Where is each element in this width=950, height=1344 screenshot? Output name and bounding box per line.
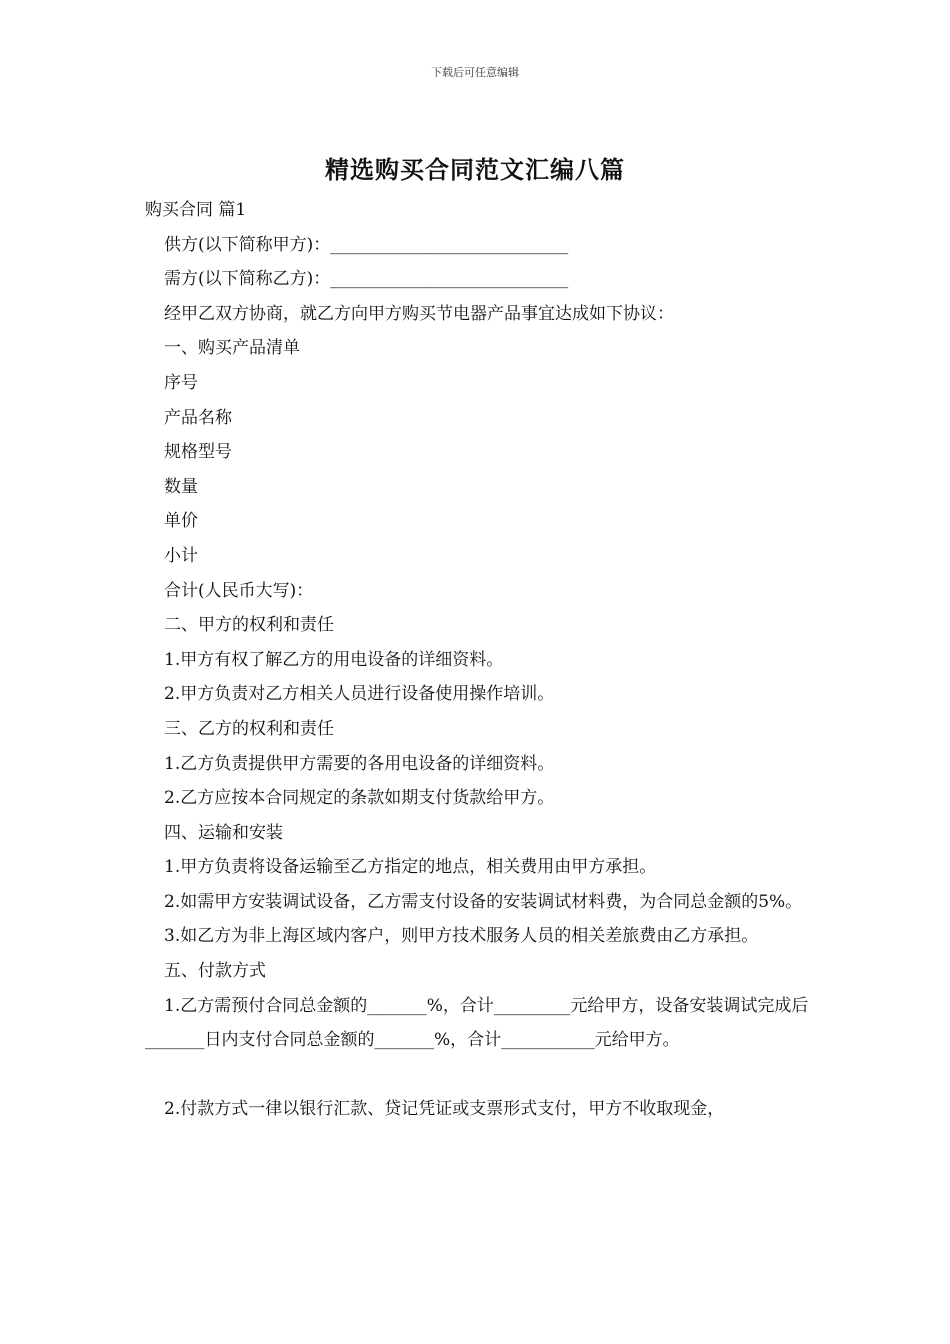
product-field-total: 合计(人民币大写)：: [164, 580, 314, 601]
product-field-unit-price: 单价: [164, 511, 198, 532]
clause-item: 1.乙方需预付合同总金额的_______%，合计_________元给甲方，设备安装调试完成后_______日内支付合同总金额的_______%，合计___________元给甲方。: [145, 995, 809, 1051]
clause-heading-3: 三、乙方的权利和责任: [164, 718, 334, 739]
clause-item: 2.如需甲方安装调试设备，乙方需支付设备的安装调试材料费，为合同总金额的5%。: [164, 891, 803, 912]
clause-item: 1.乙方负责提供甲方需要的各用电设备的详细资料。: [164, 753, 555, 774]
clause-heading-2: 二、甲方的权利和责任: [164, 615, 334, 636]
supplier-line: 供方(以下简称甲方)：____________________________: [164, 234, 569, 255]
blank-line: [145, 1058, 810, 1093]
product-field-number: 序号: [164, 372, 198, 393]
clause-heading-5: 五、付款方式: [164, 961, 266, 982]
document-body: [145, 193, 810, 1127]
clause-item: 2.付款方式一律以银行汇款、贷记凭证或支票形式支付，甲方不收取现金，: [164, 1099, 725, 1120]
clause-item: 1.甲方有权了解乙方的用电设备的详细资料。: [164, 649, 504, 670]
buyer-line: 需方(以下简称乙方)：____________________________: [164, 269, 569, 290]
clause-item: 2.乙方应按本合同规定的条款如期支付货款给甲方。: [164, 788, 555, 809]
agreement-intro: 经甲乙双方协商，就乙方向甲方购买节电器产品事宜达成如下协议：: [164, 303, 674, 324]
product-field-quantity: 数量: [164, 476, 198, 497]
section-heading-article-1: 购买合同 篇1: [145, 200, 247, 220]
clause-item: 3.如乙方为非上海区域内客户，则甲方技术服务人员的相关差旅费由乙方承担。: [164, 926, 759, 947]
clause-item: 2.甲方负责对乙方相关人员进行设备使用操作培训。: [164, 684, 555, 705]
clause-heading-1: 一、购买产品清单: [164, 338, 300, 359]
clause-heading-4: 四、运输和安装: [164, 822, 283, 843]
document-title: 精选购买合同范文汇编八篇: [325, 155, 625, 184]
product-field-name: 产品名称: [164, 407, 232, 428]
header-note: 下载后可任意编辑: [431, 66, 519, 79]
clause-item: 1.甲方负责将设备运输至乙方指定的地点，相关费用由甲方承担。: [164, 857, 657, 878]
product-field-subtotal: 小计: [164, 545, 198, 566]
product-field-model: 规格型号: [164, 442, 232, 463]
